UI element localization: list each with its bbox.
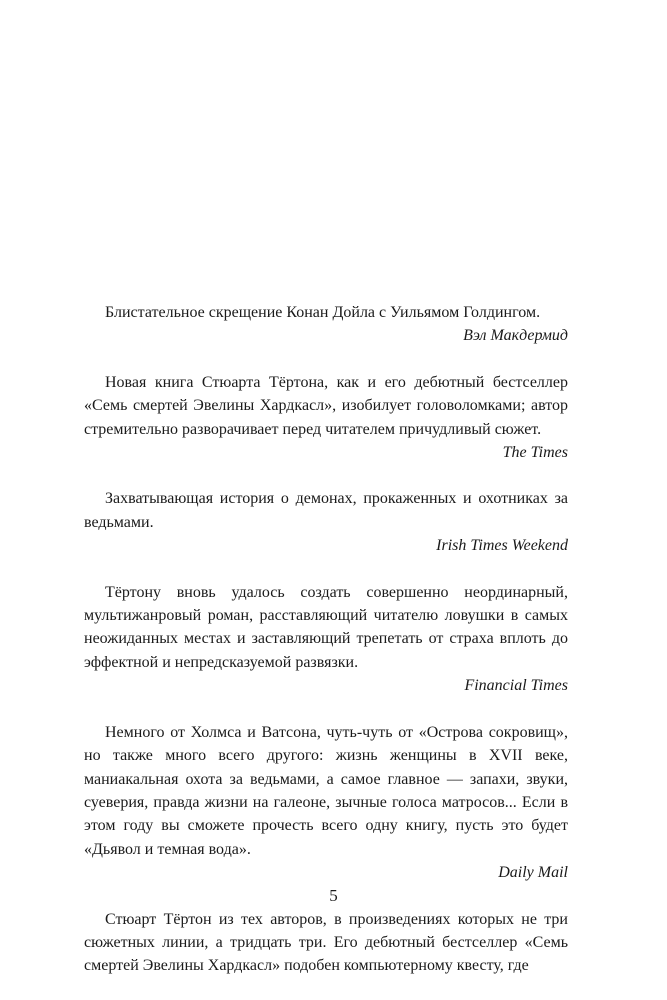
review-source: Financial Times	[464, 677, 568, 695]
review-text: Захватывающая история о демонах, прокаженных и охотниках за ведьмами.	[84, 490, 568, 531]
review-source: Вэл Макдермид	[463, 327, 568, 345]
review-text: Новая книга Стюарта Тёртона, как и его дебютный бестселлер «Семь смертей Эвелины Хардкасл», изобилует головоломками; автор стремительно разворачивает перед читателем причудливый сюжет.	[84, 373, 568, 438]
page-number: 5	[329, 886, 338, 905]
review-1	[84, 301, 568, 348]
review-4	[84, 581, 568, 698]
reviews-block	[84, 301, 568, 978]
review-text: Немного от Холмса и Ватсона, чуть-чуть от «Острова сокровищ», но также много всего другого: жизнь женщины в XVII веке, маниакальная охота за ведьмами, а самое главное — запахи, звуки, суеверия, правда жизни на галеоне, зычные голоса матросов... Если в этом году вы сможете прочесть всего одну книгу, пусть это будет «Дьявол и темная вода».	[84, 723, 568, 858]
review-text: Тёртону вновь удалось создать совершенно неординарный, мультижанровый роман, расставляющий читателю ловушки в самых неожиданных местах и заставляющий трепетать от страха вплоть до эффектной и непредсказуемой развязки.	[84, 583, 568, 671]
review-5	[84, 721, 568, 885]
review-source: Daily Mail	[498, 864, 568, 882]
continuing-text: Стюарт Тёртон из тех авторов, в произведениях которых не три сюжетных линии, а тридцать три. Его дебютный бестселлер «Семь смертей Эвелины Хардкасл» подобен компьютерному квесту, где	[84, 910, 568, 975]
review-text: Блистательное скрещение Конан Дойла с Уильямом Голдингом.	[105, 304, 541, 321]
review-source: The Times	[502, 444, 568, 462]
review-3	[84, 487, 568, 557]
review-2	[84, 371, 568, 465]
review-source: Irish Times Weekend	[436, 537, 568, 555]
